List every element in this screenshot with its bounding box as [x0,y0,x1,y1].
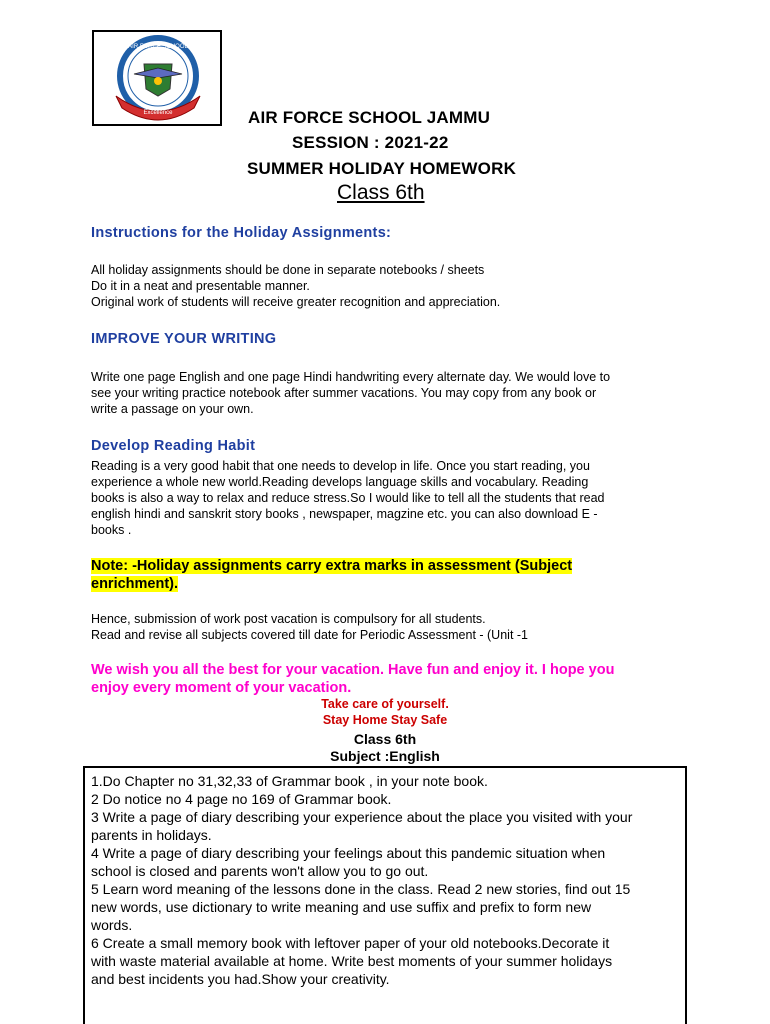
reading-line: Reading is a very good habit that one needs to develop in life. Once you start reading, you [91,459,590,473]
care-line: Take care of yourself. [321,697,449,711]
logo-ring-text: AIR FORCE SCHOOL [128,44,188,50]
class-title: Class 6th [337,181,425,204]
task-line: and best incidents you had.Show your creativity. [91,971,390,987]
reading-line: english hindi and sanskrit story books , newspaper, magzine etc. you can also download E - [91,507,598,521]
task-line: 2 Do notice no 4 page no 169 of Grammar book. [91,791,392,807]
wish-line: enjoy every moment of your vacation. [91,680,352,696]
task-line: 4 Write a page of diary describing your feelings about this pandemic situation when [91,845,606,861]
writing-text [91,369,610,417]
english-tasks-box [83,766,687,1024]
writing-line: write a passage on your own. [91,402,254,416]
task-line: 5 Learn word meaning of the lessons done in the class. Read 2 new stories, find out 15 [91,881,631,897]
submission-text [91,611,528,643]
homework-title: SUMMER HOLIDAY HOMEWORK [247,159,517,178]
reading-heading: Develop Reading Habit [91,438,256,454]
reading-text [91,458,604,538]
english-class: Class 6th [353,731,417,747]
instruction-line: Original work of students will receive greater recognition and appreciation. [91,295,501,309]
task-line: school is closed and parents won't allow you to go out. [91,863,429,879]
note-line: enrichment). [91,576,179,592]
instruction-line: Do it in a neat and presentable manner. [91,279,310,293]
note-block [91,557,572,593]
task-line: words. [91,917,133,933]
reading-line: books is also a way to relax and reduce stress.So I would like to tell all the students that read [91,491,605,505]
school-logo [92,30,222,126]
school-crest-icon [104,34,212,124]
reading-line: books . [91,523,132,537]
instructions-heading: Instructions for the Holiday Assignments: [91,225,392,241]
school-name: AIR FORCE SCHOOL JAMMU [248,108,491,127]
task-line: new words, use dictionary to write meaning and use suffix and prefix to form new [91,899,592,915]
writing-heading: IMPROVE YOUR WRITING [91,331,277,347]
task-line: 6 Create a small memory book with leftover paper of your old notebooks.Decorate it [91,935,610,951]
writing-line: see your writing practice notebook after summer vacations. You may copy from any book or [91,386,597,400]
task-line: with waste material available at home. Write best moments of your summer holidays [91,953,613,969]
instruction-line: All holiday assignments should be done in separate notebooks / sheets [91,263,485,277]
task-line: 1.Do Chapter no 31,32,33 of Grammar book , in your note book. [91,773,488,789]
task-line: 3 Write a page of diary describing your experience about the place you visited with your [91,809,633,825]
wish-text [91,661,614,697]
writing-line: Write one page English and one page Hindi handwriting every alternate day. We would love to [91,370,611,384]
care-line: Stay Home Stay Safe [322,713,448,727]
submission-line: Read and revise all subjects covered till date for Periodic Assessment - (Unit -1 [91,628,528,642]
wish-line: We wish you all the best for your vacation. Have fun and enjoy it. I hope you [91,662,615,678]
reading-line: experience a whole new world.Reading develops language skills and vocabulary. Reading [91,475,589,489]
english-subject: Subject :English [330,748,440,764]
logo-motto: Excellence [143,110,173,116]
session-line: SESSION : 2021-22 [292,133,449,152]
submission-line: Hence, submission of work post vacation is compulsory for all students. [91,612,486,626]
instructions-text [91,262,500,310]
note-line: Note: -Holiday assignments carry extra marks in assessment (Subject [91,558,573,574]
task-line: parents in holidays. [91,827,212,843]
